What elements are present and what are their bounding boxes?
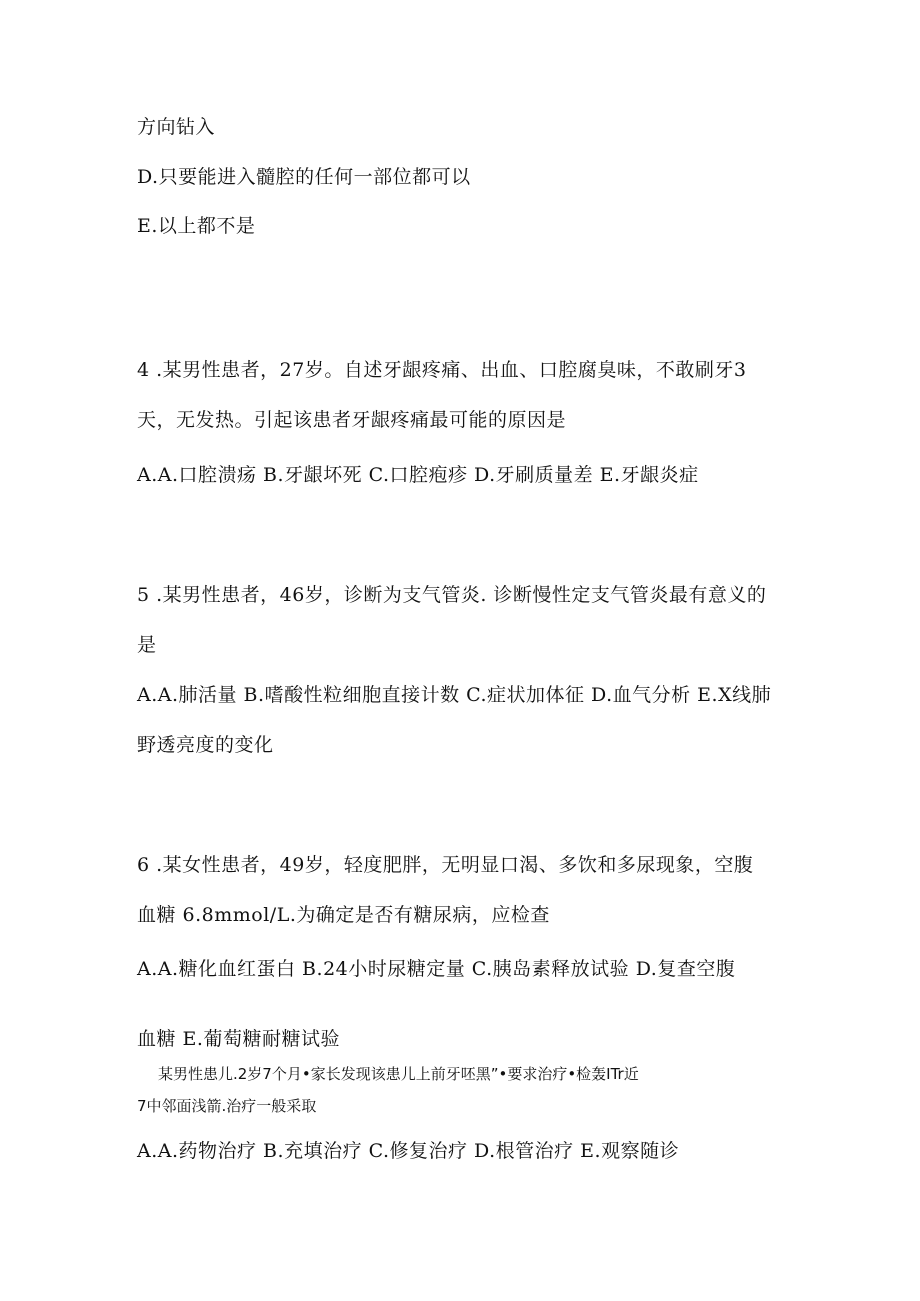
question-6-stem-cont: 血糖 6.8mmol/L.为确定是否有糖尿病，应检查 [137,904,550,926]
question-5-options: A.A.肺活量 B.嗜酸性粒细胞直接计数 C.症状加体征 D.血气分析 E.X线肺 [137,684,772,706]
question-5-stem-cont: 是 [137,634,157,656]
question-7-stem: 某男性患儿.2岁7个月•家长发现该患儿上前牙呸黑”•要求治疗•检轰ITr近 [158,1065,639,1083]
text-line: E.以上都不是 [137,215,256,237]
question-7-options: A.A.药物治疗 B.充填治疗 C.修复治疗 D.根管治疗 E.观察随诊 [137,1140,680,1162]
question-6-options: A.A.糖化血红蛋白 B.24小时尿糖定量 C.胰岛素释放试验 D.复查空腹 [137,958,736,980]
question-5-stem: 5 .某男性患者，46岁，诊断为支气管炎. 诊断慢性定支气管炎最有意义的 [137,584,767,606]
question-6-options-cont: 血糖 E.葡萄糖耐糖试验 [137,1028,340,1050]
question-4-options: A.A.口腔溃疡 B.牙龈坏死 C.口腔疱疹 D.牙刷质量差 E.牙龈炎症 [137,464,699,486]
question-4-stem-cont: 天，无发热。引起该患者牙龈疼痛最可能的原因是 [137,409,567,431]
question-5-options-cont: 野透亮度的变化 [137,734,274,756]
text-line: D.只要能进入髓腔的任何一部位都可以 [137,166,471,188]
question-6-stem: 6 .某女性患者，49岁，轻度肥胖，无明显口渴、多饮和多尿现象，空腹 [137,854,754,876]
text-line: 方向钻入 [137,116,216,138]
question-4-stem: 4 .某男性患者，27岁。自述牙龈疼痛、出血、口腔腐臭味，不敢刷牙3 [137,359,747,381]
question-7-stem-cont: 7中邻面浅箭.治疗一般采取 [137,1097,317,1115]
